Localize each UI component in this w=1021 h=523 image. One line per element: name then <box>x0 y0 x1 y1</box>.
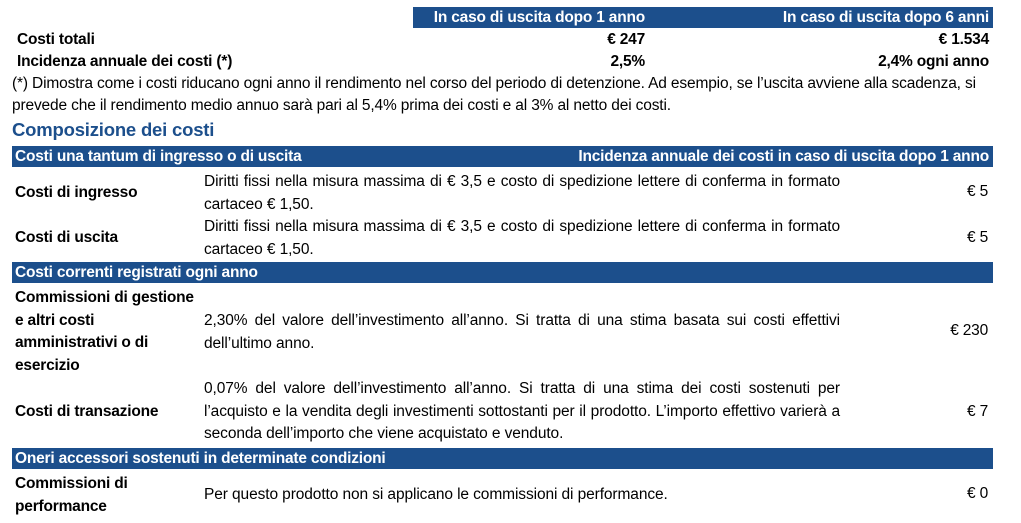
row-management-fees-label: Commissioni di gestione e altri costi amministrativi o di esercizio <box>15 289 194 374</box>
summary-row-total-v2: € 1.534 <box>938 31 989 48</box>
summary-row-total-v1: € 247 <box>607 31 645 48</box>
row-transaction-costs-value: € 7 <box>967 403 988 420</box>
row-management-fees-value: € 230 <box>950 322 988 339</box>
summary-col1-header: In caso di uscita dopo 1 anno <box>433 9 645 26</box>
summary-row-incidence-v1: 2,5% <box>610 53 645 70</box>
section1-header-right: Incidenza annuale dei costi in caso di uscita dopo 1 anno <box>578 148 989 165</box>
summary-footnote: (*) Dimostra come i costi riducano ogni anno il rendimento nel corso del periodo di detenzione. Ad esempio, se l’uscita avviene alla scadenza, si prevede che il rendimento medio annuo sarà pari al 5,4% prima dei costi e al 3% al netto dei costi. <box>12 75 976 114</box>
row-performance-fees-desc: Per questo prodotto non si applicano le commissioni di performance. <box>204 486 668 503</box>
row-exit-costs-value: € 5 <box>967 229 988 246</box>
section2-header: Costi correnti registrati ogni anno <box>15 264 258 281</box>
section-title: Composizione dei costi <box>12 119 215 140</box>
section1-header-left: Costi una tantum di ingresso o di uscita <box>15 148 302 165</box>
row-exit-costs-label: Costi di uscita <box>15 229 118 246</box>
row-performance-fees-label: Commissioni di performance <box>15 475 128 515</box>
row-transaction-costs-desc: 0,07% del valore dell’investimento all’anno. Si tratta di una stima dei costi sostenuti per l’acquisto e la vendita degli investimenti sottostanti per il prodotto. L’importo effettivo varierà a seconda dell’importo che viene acquistato e venduto. <box>204 380 840 442</box>
row-exit-costs-desc: Diritti fissi nella misura massima di € 3,5 e costo di spedizione lettere di conferma in formato cartaceo € 1,50. <box>204 218 840 258</box>
row-performance-fees-value: € 0 <box>967 485 988 502</box>
row-transaction-costs-label: Costi di transazione <box>15 403 159 420</box>
summary-row-incidence-label: Incidenza annuale dei costi (*) <box>17 53 233 70</box>
section3-header: Oneri accessori sostenuti in determinate condizioni <box>15 450 386 467</box>
row-entry-costs-label: Costi di ingresso <box>15 184 138 201</box>
row-management-fees-desc: 2,30% del valore dell’investimento all’anno. Si tratta di una stima basata sui costi effettivi dell’ultimo anno. <box>204 312 840 352</box>
summary-row-total-label: Costi totali <box>17 31 95 48</box>
row-entry-costs-value: € 5 <box>967 183 988 200</box>
summary-row-incidence-v2: 2,4% ogni anno <box>878 53 989 70</box>
summary-col2-header: In caso di uscita dopo 6 anni <box>782 9 989 26</box>
row-entry-costs-desc: Diritti fissi nella misura massima di € 3,5 e costo di spedizione lettere di conferma in formato cartaceo € 1,50. <box>204 173 840 213</box>
